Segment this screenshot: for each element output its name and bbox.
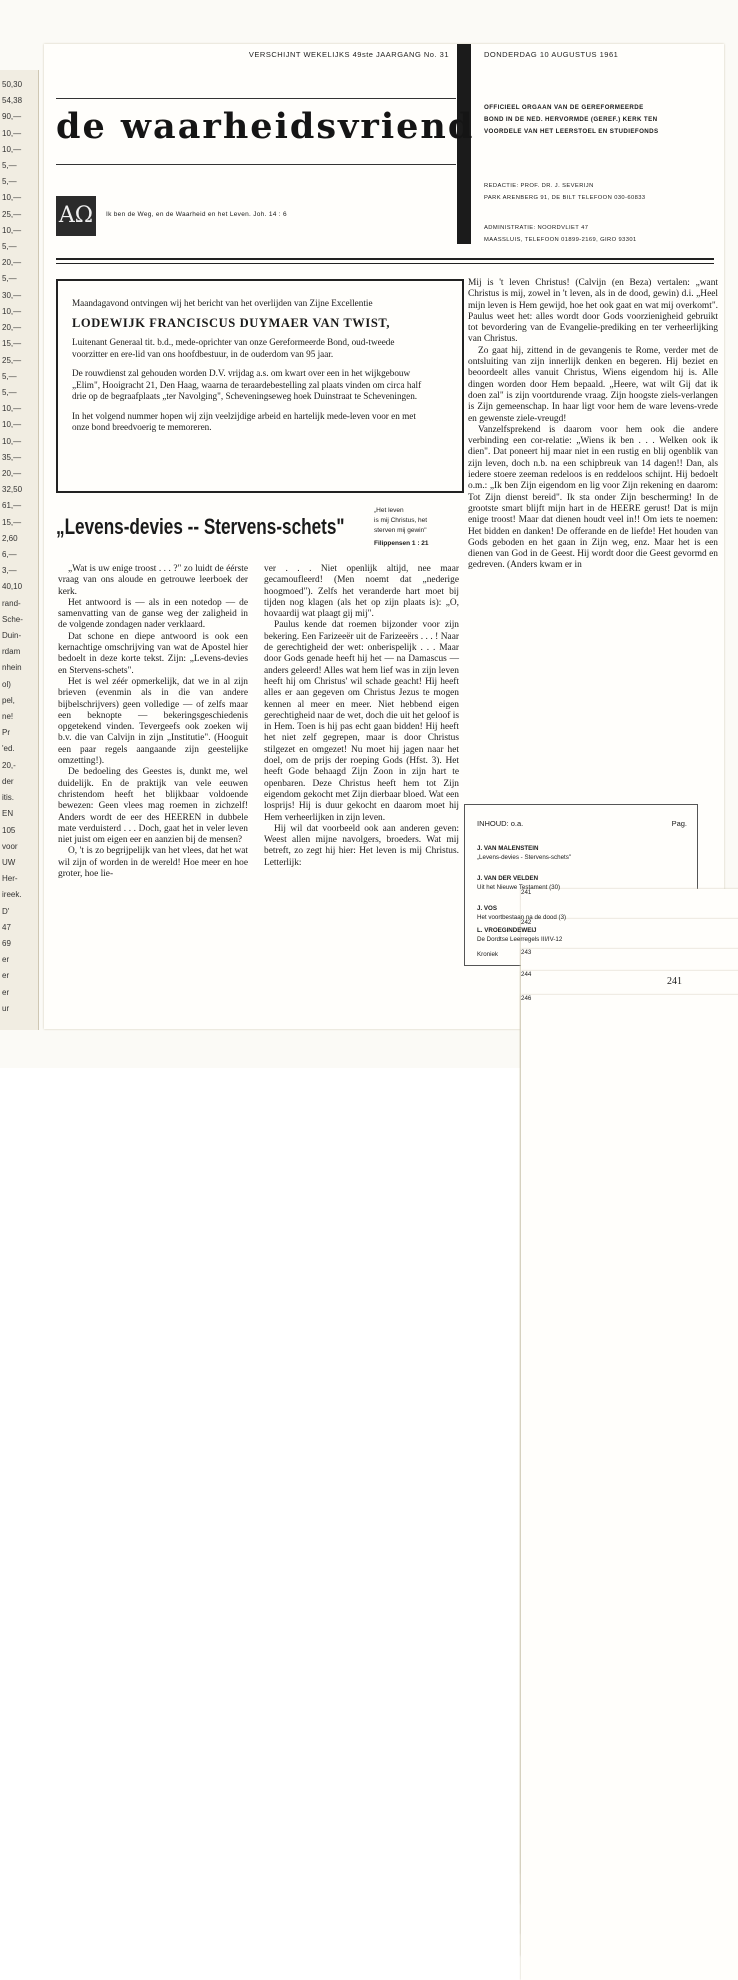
article-column-3 [468,278,718,572]
previous-page-fragment: 10,— [2,145,22,154]
paragraph: Het antwoord is — als in een notedop — de samenvatting van de ganse weg der zaligheid in de volgende zondagen nader verklaard. [58,597,248,631]
previous-page-fragment: 15,— [2,339,22,348]
administration-address [484,222,637,246]
scripture-quote [374,506,429,549]
previous-page-fragment: Her- [2,874,18,883]
obituary-notice-box [56,279,464,493]
toc-author: J. VAN DER VELDEN [477,875,539,882]
previous-page-fragment: 6,— [2,550,17,559]
previous-page-fragment: rdam [2,647,21,656]
paragraph: De bedoeling des Geestes is, dunkt me, wel duidelijk. En de praktijk van vele eeuwen christendom heeft het blijkbaar voldoende bewezen: Geen vlees mag roemen in zichzelf! Anders wordt de eer des HEEREN in dubbele mate verduisterd . . . Doch, gaat het in veler leven niet juist om eigen eer en aanzien bij de mensen? [58,767,248,846]
previous-page-fragment: 90,— [2,112,22,121]
previous-page-fragment: 10,— [2,420,22,429]
previous-page-fragment: 61,— [2,501,22,510]
previous-page-fragment: 20,- [2,761,16,770]
toc-title: Kroniek [477,951,498,958]
toc-title: Het voortbestaan na de dood (3) [477,913,567,921]
toc-page: 246 [521,995,738,1980]
previous-page-fragment: itis. [2,793,14,802]
previous-page-fragment: 5,— [2,274,17,283]
notice-role: Luitenant Generaal tit. b.d., mede-oprichter van onze Gereformeerde Bond, oud-tweede voorzitter en ere-lid van ons hoofdbestuur, in de ouderdom van 95 jaar. [72,337,395,359]
redactie-line: PARK ARENBERG 91, DE BILT TELEFOON 030-60833 [484,195,646,201]
previous-page-fragment: 10,— [2,404,22,413]
issue-date: DONDERDAG 10 AUGUSTUS 1961 [484,50,619,59]
quote-reference: Filippensen 1 : 21 [374,540,429,547]
paragraph: ver . . . Niet openlijk altijd, nee maar gecamoufleerd! (Men noemt dat „nederige hoogmoed"). Zelfs het veranderde hart moet bij tijden nog klagen (als het op zijn plaats is): „O, hovaardij wat plaagt gij mij". [264,564,459,620]
header-rule [56,258,714,260]
toc-title: Uit het Nieuwe Testament (30) [477,883,561,891]
previous-page-fragment: rand- [2,599,21,608]
previous-page-fragment: 35,— [2,453,22,462]
previous-page-edge [0,70,39,1030]
previous-page-fragment: UW [2,858,16,867]
paragraph: Mij is 't leven Christus! (Calvijn (en Beza) vertalen: „want Christus is mij, zowel in 't leven, als in de dood, gewin) d.i. „Heel mijn leven is Hem gewijd, hoe het ook gaat en wat mij overkomt". Paulus weet het: alles wordt door Gods voorzienigheid gebruikt tot bevordering van de Evangelie-prediking en ter verheerlijking van Christus. [468,278,718,345]
motto: Ik ben de Weg, en de Waarheid en het Leven. Joh. 14 : 6 [106,211,287,218]
paragraph: O, 't is zo begrijpelijk van het vlees, dat het wat wil zijn of worden in de wereld! Hoe meer en hoe groter, hoe lie- [58,846,248,880]
official-line: BOND IN DE NED. HERVORMDE (GEREF.) KERK TEN [484,116,658,123]
toc-page: 242 [521,919,738,1904]
previous-page-fragment: D' [2,907,10,916]
previous-page-fragment: 30,— [2,291,22,300]
previous-page-fragment: 2,60 [2,534,18,543]
previous-page-fragment: 15,— [2,518,22,527]
previous-page-fragment: er [2,988,10,997]
admin-line: MAASSLUIS, TELEFOON 01899-2169, GIRO 93301 [484,237,637,243]
previous-page-fragment: 5,— [2,388,17,397]
previous-page-fragment: 25,— [2,356,22,365]
paragraph: Hij wil dat voorbeeld ook aan anderen geven: Weest allen mijne navolgers, broeders. Wat mij betreft, zo zegt hij hier: Het leven is mij Christus. Letterlijk: [264,823,459,868]
newspaper-page [44,44,724,1029]
previous-page-fragment: 32,50 [2,485,23,494]
previous-page-fragment: 25,— [2,210,22,219]
editorial-address [484,180,646,204]
redactie-line: REDACTIE: PROF. DR. J. SEVERIJN [484,183,594,189]
previous-page-fragment: 10,— [2,437,22,446]
page-number: 241 [667,976,682,987]
paragraph: Dat schone en diepe antwoord is ook een kernachtige omschrijving van wat de Apostel hier bedoelt in deze korte tekst. Zijn: „Levens-devies en Stervens-schets". [58,631,248,676]
previous-page-fragment: 20,— [2,323,22,332]
previous-page-fragment: 69 [2,939,11,948]
previous-page-fragment: voor [2,842,18,851]
toc-page-label: Pag. [671,819,687,828]
toc-page: 243 [521,949,738,1934]
previous-page-fragment: ireek. [2,890,22,899]
official-line: OFFICIEEL ORGAAN VAN DE GEREFORMEERDE [484,104,644,111]
previous-page-fragment: 10,— [2,193,22,202]
admin-line: ADMINISTRATIE: NOORDVLIET 47 [484,225,589,231]
previous-page-fragment: 54,38 [2,96,23,105]
previous-page-fragment: nhein [2,663,22,672]
article-column-1 [58,564,248,880]
toc-heading-row [477,819,687,828]
previous-page-fragment: 5,— [2,177,17,186]
previous-page-fragment: 10,— [2,307,22,316]
paragraph: „Wat is uw enige troost . . . ?" zo luidt de éérste vraag van ons aloude en getrouwe leerboek der kerk. [58,564,248,597]
previous-page-fragment: ur [2,1004,10,1013]
notice-name: LODEWIJK FRANCISCUS DUYMAER VAN TWIST, [72,315,391,330]
official-organ-text [484,102,714,138]
previous-page-fragment: 5,— [2,242,17,251]
previous-page-fragment: ne! [2,712,14,721]
previous-page-fragment: 20,— [2,258,22,267]
toc-author: L. VROEGINDEWEIJ [477,927,537,934]
previous-page-fragment: er [2,971,10,980]
previous-page-fragment: Pr [2,728,10,737]
toc-title: De Dordtse Leerregels III/IV-12 [477,935,563,943]
header-rule-thin [56,263,714,264]
previous-page-fragment: 50,30 [2,80,23,89]
quote-line: „Het leven [374,507,404,514]
previous-page-fragment: pel, [2,696,15,705]
toc-title: „Levens-devies - Stervens-schets" [477,853,572,861]
previous-page-fragment: 'ed. [2,744,15,753]
previous-page-fragment: der [2,777,14,786]
notice-service: De rouwdienst zal gehouden worden D.V. vrijdag a.s. om kwart over een in het wijkgebouw „Elim", Hooigracht 21, Den Haag, waarna de teraardebestelling zal plaats vinden om circa half drie op de begraafplaats „ter Navolging", Scheveningseweg hoek Duinstraat te Scheveningen. [72,368,422,401]
toc-page: 244 [521,971,738,1956]
previous-page-fragment: ol) [2,680,11,689]
quote-line: is mij Christus, het [374,517,428,524]
previous-page-fragment: EN [2,809,14,818]
issue-line: VERSCHIJNT WEKELIJKS 49ste JAARGANG No. 31 [248,50,449,59]
notice-intro: Maandagavond ontvingen wij het bericht van het overlijden van Zijne Excellentie [72,298,373,308]
toc-author: J. VOS [477,905,497,912]
previous-page-fragment: 10,— [2,226,22,235]
paragraph: Vanzelfsprekend is daarom voor hem ook die andere verbinding een cor-relatie: „Wiens ik ben . . . Welken ook ik dien". Dat poneert hij maar niet in een rustig en blij ogenblik van zijn leven, doch n.b. na een schipbreuk van 14 dagen!! Dan, als iedere stoere zeeman redeloos is en reddeloos schijnt. Hij bedoelt o.m.: „Ik ben Zijn eigendom en lig voor Zijn rekening en daarom: Tot Zijn dienst bereid". Ik sta onder Zijn bescherming! In de grootste smart blijft mijn hart in de HEERE gerust! Dat is mijn enige troost! Maar dat dienen houdt veel in!! Om iets te noemen: Het bidden en danken! De offerande en de liefde! Het houden van Gods geboden en het gaan in Zijn weg, enz. Maar het is een dienen van God in de Geest. Hij wordt door die Geest gevormd en gedreven. (Anders kwam er in [468,424,718,571]
toc-author: J. VAN MALENSTEIN [477,845,539,852]
previous-page-fragment: er [2,955,10,964]
toc-heading: INHOUD: o.a. [477,819,524,828]
previous-page-fragment: 5,— [2,161,17,170]
masthead-title: de waarheidsvriend [56,106,475,147]
paragraph: Zo gaat hij, zittend in de gevangenis te Rome, verder met de ontsluiting van zijn innerlijk denken en begeren. Hij beziet en beoordeelt alles vanuit Christus, Wiens eigendom hij is. Alle dingen worden door Hem bepaald. „Heere, wat wilt Gij dat ik doen zal" is zijn voortdurende vraag. Zijn hoogste ziels-verlangen is Zijn gemeenschap. In haar ligt voor hem de ware levens-vrede en gewenste ziele-vreugd! [468,345,718,424]
previous-page-fragment: Duin- [2,631,22,640]
previous-page-fragment: 5,— [2,372,17,381]
previous-page-fragment: 40,10 [2,582,23,591]
paragraph: Paulus kende dat roemen bijzonder voor zijn bekering. Een Farizeeër uit de Farizeeërs . . . ! Naar de gerechtigheid der wet: onberispelijk . . . Maar door Gods genade heeft hij het — na Damascus — anders geleerd! Alles wat hem lief was in zijn leven heeft hij om Christus' wil schade geacht! Hij heeft alles er aan gegeven om Christus Jezus te mogen kennen al meer en meer. Niet hebbend eigen gerechtigheid naar de wet, doch die uit het geloof is in Hem. Toen is hij pas echt gaan bidden! Hij heeft het niet zelf gegrepen, maar is door Christus stilgezet en omgezet! Nu moet hij jagen naar het doel, om de prijs der roeping Gods (Hfst. 3). Het heeft Gode behaagd Zijn Zoon in zijn hart te openbaren. Deze Christus heeft hem tot Zijn eigendom gekocht met Zijn dierbaar bloed. Wat een losprijs! Hij is duur gekocht en daarom moet hij Hem verheerlijken in zijn leven. [264,620,459,823]
article-column-2 [264,564,459,869]
article-title: „Levens-devies -- Stervens-schets" [56,514,345,539]
previous-page-fragment: 3,— [2,566,17,575]
notice-memorial: In het volgend nummer hopen wij zijn veelzijdige arbeid en hartelijk mede-leven voor en met onze bond breedvoerig te memoreren. [72,410,416,432]
toc-page: 241 [521,889,738,1874]
official-line: VOORDELE VAN HET LEERSTOEL EN STUDIEFONDS [484,128,659,135]
previous-page-fragment: 10,— [2,129,22,138]
masthead-bottom-rule [56,164,456,165]
previous-page-fragment: 47 [2,923,11,932]
previous-page-fragment: Sche- [2,615,23,624]
alpha-omega-logo: AΩ [56,196,96,236]
paragraph: Het is wel zéér opmerkelijk, dat we in al zijn brieven (evenmin als in die van andere bijbelschrijvers) geen volledige — of zelfs maar een beknopte — bekeringsgeschiedenis opgetekend vinden. Tevergeefs ook zoeken wij b.v. die van Calvijn in zijn „Institutie". (Hooguit een paar regels aangaande zijn geestelijke omzetting!). [58,676,248,767]
table-of-contents [464,804,698,1002]
quote-line: sterven mij gewin" [374,527,427,534]
masthead-top-rule [56,98,456,99]
previous-page-fragment: 105 [2,826,16,835]
previous-page-fragment: 20,— [2,469,22,478]
